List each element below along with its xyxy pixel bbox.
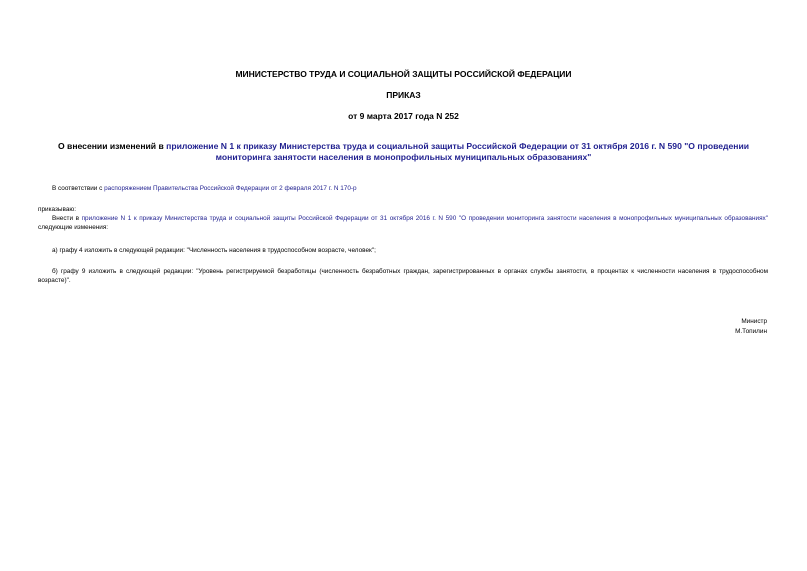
amendment-link[interactable]: приложение N 1 к приказу Министерства труда и социальной защиты Российской Федерации от 31 октября 2016 г. N 590 "О проведении мониторинга занятости населения в монопрофильных муниципальных образованиях" <box>81 215 768 222</box>
amendment-paragraph <box>38 214 768 232</box>
decree-word: приказываю: <box>38 206 76 213</box>
document-date-number: от 9 марта 2017 года N 252 <box>348 111 459 121</box>
document-type: ПРИКАЗ <box>386 90 421 100</box>
basis-prefix: В соответствии с <box>52 185 105 192</box>
basis-paragraph <box>52 184 357 193</box>
amendment-suffix: следующие изменения: <box>38 224 109 231</box>
ministry-title: МИНИСТЕРСТВО ТРУДА И СОЦИАЛЬНОЙ ЗАЩИТЫ РОССИЙСКОЙ ФЕДЕРАЦИИ <box>235 69 572 79</box>
signature-title: Министр <box>741 318 767 325</box>
subject-link[interactable]: приложение N 1 к приказу Министерства труда и социальной защиты Российской Федерации от 31 октября 2016 г. N 590 "О проведении мониторинга занятости населения в монопрофильных муниципальных образованиях" <box>166 141 750 162</box>
document-subject <box>40 141 767 163</box>
item-a: а) графу 4 изложить в следующей редакции: "Численность населения в трудоспособном возрасте, человек"; <box>52 247 376 254</box>
amendment-prefix: Внести в <box>52 215 82 222</box>
basis-link[interactable]: распоряжением Правительства Российской Федерации от 2 февраля 2017 г. N 170-р <box>104 185 357 192</box>
subject-prefix: О внесении изменений в <box>57 141 167 151</box>
item-b: б) графу 9 изложить в следующей редакции: "Уровень регистрируемой безработицы (численность безработных граждан, зарегистрированных в органах службы занятости, в процентах к численности населения в трудоспособном возрасте)". <box>38 268 768 284</box>
signature-name: М.Топилин <box>735 328 767 335</box>
